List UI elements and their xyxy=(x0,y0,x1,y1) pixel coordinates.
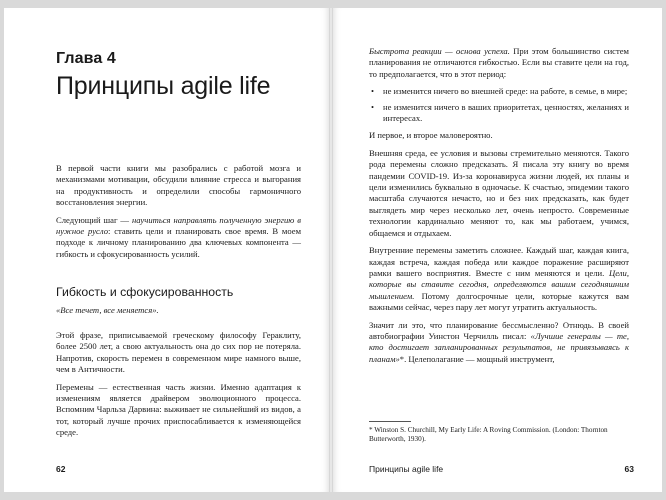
body-text xyxy=(56,330,301,445)
chapter-title: Принципы agile life xyxy=(56,72,271,100)
chapter-label: Глава 4 xyxy=(56,50,116,67)
right-paragraph-2: И первое, и второе маловероятно. xyxy=(369,130,493,141)
list-item xyxy=(369,102,629,125)
footnote-divider xyxy=(369,421,411,422)
right-p5-italic: «Лучшие генералы — те, кто достигает запланированных результатов, не привязываясь к планам» xyxy=(369,330,629,364)
bullet-list xyxy=(369,86,629,124)
page-number-left: 62 xyxy=(56,464,66,474)
section-heading: Гибкость и сфокусированность xyxy=(56,285,234,299)
list-item-text: не изменится ничего в ваших приоритетах, ценностях, желаниях и интересах. xyxy=(383,101,629,124)
intro-paragraph-2 xyxy=(56,215,301,261)
body-paragraph-1: Этой фразе, приписываемой греческому философу Гераклиту, более 2500 лет, а свою актуальность она до сих пор не потеряла. Напротив, скорость перемен в современном мире намного выше, чем в Античности. xyxy=(56,330,301,375)
body-paragraph-2: Перемены — естественная часть жизни. Именно адаптация к изменениям является драйвером эволюционного процесса. Вспомним Чарльза Дарвина: выживает не сильнейший из видов, а тот, который лучше прочих приспосабливается к изменяющейся среде. xyxy=(56,381,301,438)
right-p5-start: Значит ли это, что планирование бессмысленно? Отнюдь. В своей автобиографии Уинстон Черчилль писал: xyxy=(369,319,629,341)
right-paragraph-1 xyxy=(369,46,629,80)
right-p1-italic: Быстрота реакции — основа успеха. xyxy=(369,46,510,56)
right-text xyxy=(369,46,629,371)
bullet-icon: • xyxy=(371,86,375,97)
right-p4-start: Внутренние перемены заметить сложнее. Каждый шаг, каждая книга, каждая встреча, каждая победа или каждое поражение расширяют рамки вашего восприятия. Вместе с ним меняются и цели. xyxy=(369,245,629,278)
epigraph: «Все течет, все меняется». xyxy=(56,305,159,315)
right-paragraph-4 xyxy=(369,245,629,313)
intro-paragraph-1: В первой части книги мы разобрались с работой мозга и механизмами мотивации, обсудили влияние стресса и выгорания на продуктивность и определили способы гармоничного восстановления энергии. xyxy=(56,163,301,208)
right-paragraph-3: Внешняя среда, ее условия и вызовы стремительно меняются. Такого рода перемены сложно предсказать. Я писала эту книгу во время пандемии COVID-19. Из-за коронавируса жизни людей, их планы и цели изменились буквально в одночасье. К счастью, эпидемии такого масштаба случаются нечасто, но и без них предсказать, как будет выглядеть мир через несколько лет, очень непросто. Современные технологии кардинально меняют то, как мы работаем, учимся, общаемся и отдыхаем. xyxy=(369,147,629,238)
right-p4-end: Потому долгосрочные цели, которые кажутся вам важными сейчас, через пару лет могут утратить актуальность. xyxy=(369,290,629,313)
right-p4-italic: Цели, которые вы ставите сегодня, определяются вашим сегодняшним мышлением. xyxy=(369,267,629,301)
list-item xyxy=(369,86,629,97)
bullet-icon: • xyxy=(371,101,375,112)
list-item-text: не изменится ничего во внешней среде: на работе, в семье, в мире; xyxy=(383,86,628,97)
running-head: Принципы agile life xyxy=(369,464,444,474)
footnote: * Winston S. Churchill, My Early Life: A Roving Commission. (London: Thornton Butterworth, 1930). xyxy=(369,426,608,444)
intro-p2-end: : ставить цели и планировать свое время. В моем подходе к личному планированию два ключевых компонента — гибкость и сфокусированность усилий. xyxy=(56,226,302,259)
intro-p2-italic: научиться направлять полученную энергию в нужное русло xyxy=(56,214,302,237)
page-number-right: 63 xyxy=(624,464,634,474)
intro-text xyxy=(56,163,301,266)
right-page xyxy=(333,8,662,492)
intro-p2-start: Следующий шаг — xyxy=(56,214,132,225)
right-p1-rest: При этом большинство систем планирования не отличаются гибкостью. Если вы ставите цели на год, то предполагается, что в этот период: xyxy=(369,46,629,79)
right-p5-end: *. Целеполагание — мощный инструмент, xyxy=(399,353,555,364)
right-paragraph-5 xyxy=(369,320,629,366)
left-page xyxy=(4,8,329,492)
